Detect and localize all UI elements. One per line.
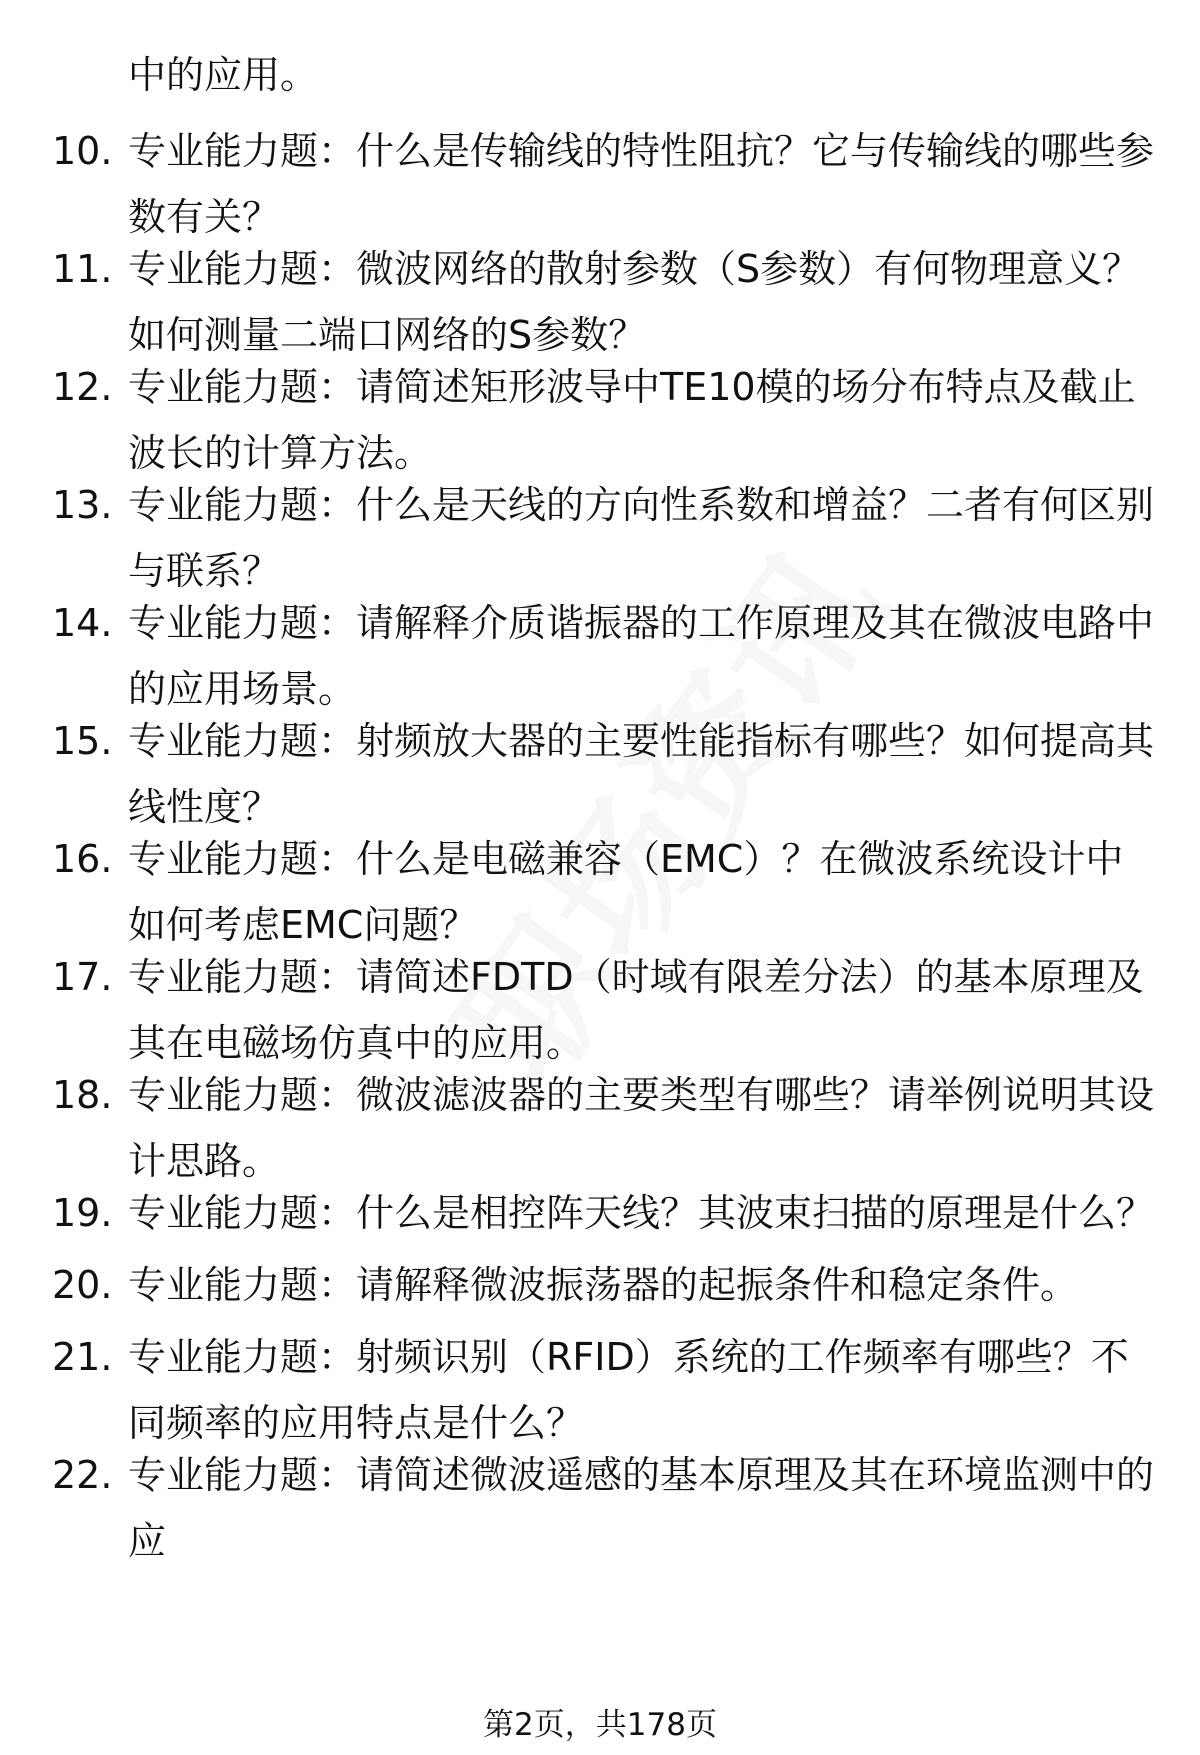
item-text: 专业能力题：什么是相控阵天线？其波束扫描的原理是什么？ xyxy=(128,1191,1155,1235)
item-number: 11. xyxy=(52,247,113,291)
item-text: 专业能力题：微波网络的散射参数（S参数）有何物理意义？如何测量二端口网络的S参数？ xyxy=(128,247,1141,357)
item-text: 专业能力题：请简述微波遥感的基本原理及其在环境监测中的应 xyxy=(128,1453,1155,1563)
item-text: 专业能力题：什么是电磁兼容（EMC）？在微波系统设计中如何考虑EMC问题？ xyxy=(128,837,1124,947)
item-number: 22. xyxy=(52,1453,113,1497)
item-number: 15. xyxy=(52,719,113,763)
item-text: 专业能力题：射频放大器的主要性能指标有哪些？如何提高其线性度？ xyxy=(128,719,1155,829)
item-number: 21. xyxy=(52,1335,113,1379)
item-number: 18. xyxy=(52,1073,113,1117)
item-number: 20. xyxy=(52,1263,113,1307)
item-text: 专业能力题：微波滤波器的主要类型有哪些？请举例说明其设计思路。 xyxy=(128,1073,1155,1183)
page-footer: 第2页，共178页 xyxy=(483,1707,717,1743)
item-number: 17. xyxy=(52,955,113,999)
item-text: 专业能力题：什么是传输线的特性阻抗？它与传输线的哪些参数有关？ xyxy=(128,129,1155,239)
item-number: 13. xyxy=(52,483,113,527)
item-number: 12. xyxy=(52,365,113,409)
item-number: 19. xyxy=(52,1191,113,1235)
item-number: 14. xyxy=(52,601,113,645)
item-number: 16. xyxy=(52,837,113,881)
item-text: 专业能力题：请解释微波振荡器的起振条件和稳定条件。 xyxy=(128,1263,1079,1307)
item-text: 专业能力题：请解释介质谐振器的工作原理及其在微波电路中的应用场景。 xyxy=(128,601,1155,711)
item-number: 10. xyxy=(52,129,113,173)
continuation-text: 中的应用。 xyxy=(128,53,319,97)
item-text: 专业能力题：射频识别（RFID）系统的工作频率有哪些？不同频率的应用特点是什么？ xyxy=(128,1335,1129,1445)
item-text: 专业能力题：请简述矩形波导中TE10模的场分布特点及截止波长的计算方法。 xyxy=(128,365,1136,475)
item-text: 专业能力题：什么是天线的方向性系数和增益？二者有何区别与联系？ xyxy=(128,483,1155,593)
item-text: 专业能力题：请简述FDTD（时域有限差分法）的基本原理及其在电磁场仿真中的应用。 xyxy=(128,955,1144,1065)
